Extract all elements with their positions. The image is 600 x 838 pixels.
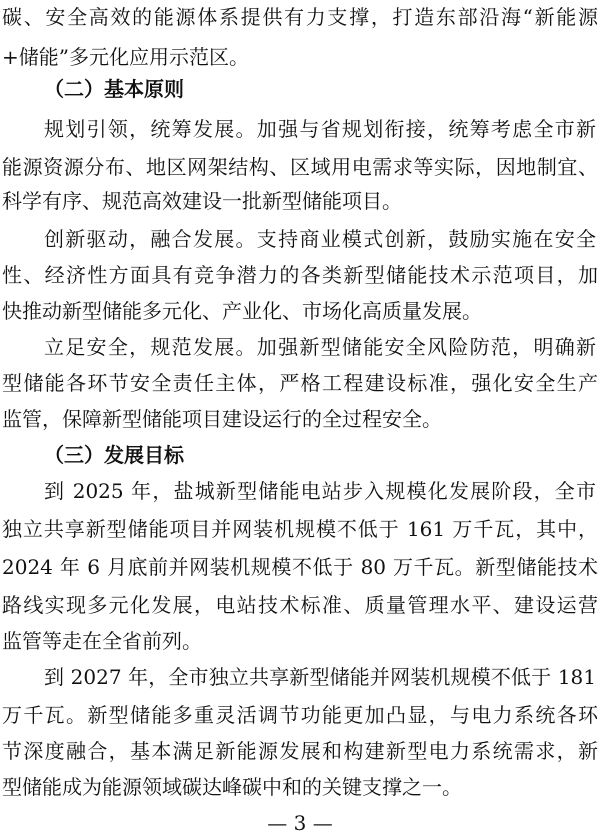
paragraph-line: 路线实现多元化发展，电站技术标准、质量管理水平、建设运营	[2, 593, 598, 617]
paragraph-line: 万千瓦。新型储能多重灵活调节功能更加凸显，与电力系统各环	[2, 703, 598, 727]
section-heading-targets: （三）发展目标	[44, 443, 184, 467]
paragraph-line: 性、经济性方面具有竞争潜力的各类新型储能技术示范项目，加	[2, 263, 598, 287]
paragraph-line: 到 2027 年，全市独立共享新型储能并网装机规模不低于 181	[44, 665, 596, 689]
paragraph-line: 到 2025 年，盐城新型储能电站步入规模化发展阶段，全市	[44, 479, 596, 503]
paragraph-line: 创新驱动，融合发展。支持商业模式创新，鼓励实施在安全	[44, 227, 596, 251]
section-heading-principles: （二）基本原则	[44, 77, 184, 101]
paragraph-line: 监管等走在全省前列。	[2, 629, 202, 653]
paragraph-line: 碳、安全高效的能源体系提供有力支撑，打造东部沿海“新能源	[2, 5, 598, 29]
paragraph-line: 快推动新型储能多元化、产业化、市场化高质量发展。	[2, 299, 482, 323]
paragraph-line: 立足安全，规范发展。加强新型储能安全风险防范，明确新	[44, 335, 596, 359]
paragraph-line: 型储能各环节安全责任主体，严格工程建设标准，强化安全生产	[2, 371, 598, 395]
paragraph-line: 规划引领，统筹发展。加强与省规划衔接，统筹考虑全市新	[44, 117, 596, 141]
paragraph-line: 型储能成为能源领域碳达峰碳中和的关键支撑之一。	[2, 775, 462, 799]
paragraph-line: 独立共享新型储能项目并网装机规模不低于 161 万千瓦，其中，	[2, 517, 598, 541]
paragraph-line: 科学有序、规范高效建设一批新型储能项目。	[2, 189, 402, 213]
paragraph-line: 节深度融合，基本满足新能源发展和构建新型电力系统需求，新	[2, 739, 598, 763]
paragraph-line: +储能”多元化应用示范区。	[2, 45, 249, 69]
paragraph-line: 监管，保障新型储能项目建设运行的全过程安全。	[2, 407, 442, 431]
paragraph-line: 能源资源分布、地区网架结构、区域用电需求等实际，因地制宜、	[2, 155, 598, 179]
page-number: — 3 —	[267, 811, 333, 835]
paragraph-line: 2024 年 6 月底前并网装机规模不低于 80 万千瓦。新型储能技术	[2, 555, 598, 579]
